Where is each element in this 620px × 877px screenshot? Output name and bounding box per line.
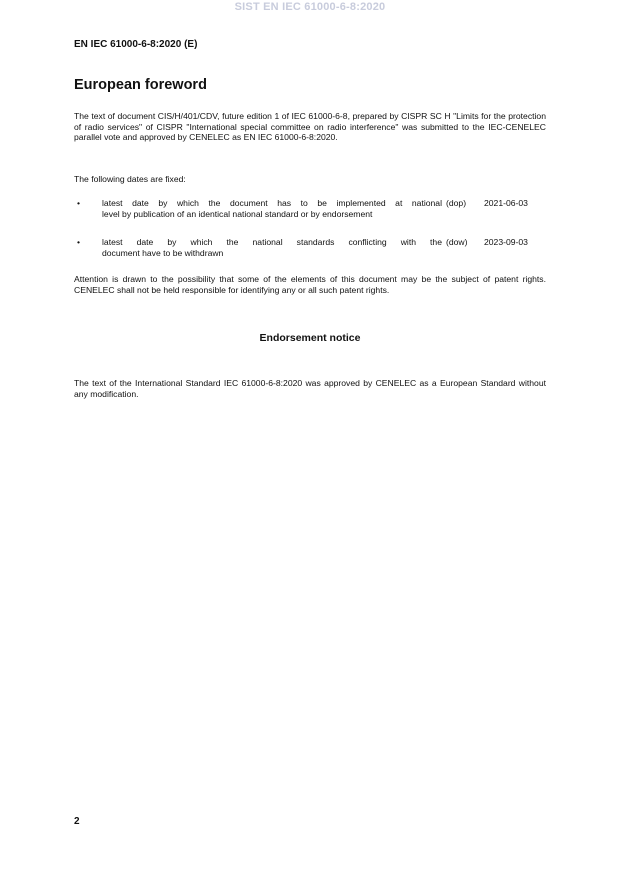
watermark: SIST EN IEC 61000-6-8:2020: [234, 1, 386, 13]
date-code: (dow): [446, 237, 468, 247]
endorsement-title: Endorsement notice: [259, 332, 361, 344]
page-number: 2: [74, 816, 80, 827]
patent-notice: Attention is drawn to the possibility that some of the elements of this document may be the subject of patent rights. CENELEC shall not be held responsible for identifying any or all such patent rights.: [74, 274, 546, 295]
date-description-line-1: latest date by which the national standards conflicting with the: [102, 237, 442, 247]
date-description: [102, 198, 442, 219]
date-code: (dop): [446, 198, 467, 208]
bullet-mark: •: [77, 237, 81, 247]
endorsement-paragraph: The text of the International Standard IEC 61000-6-8:2020 was approved by CENELEC as a European Standard without any modification.: [74, 378, 546, 399]
date-description: [102, 237, 442, 258]
date-description-line-1: latest date by which the document has to be implemented at national: [102, 198, 442, 208]
bullet-mark: •: [77, 198, 81, 208]
document-id: EN IEC 61000-6-8:2020 (E): [74, 39, 198, 50]
date-description-line-2: level by publication of an identical national standard or by endorsement: [102, 208, 373, 219]
foreword-paragraph-1: The text of document CIS/H/401/CDV, future edition 1 of IEC 61000-6-8, prepared by CISPR SC H "Limits for the protection of radio services" of CISPR "International special committee on radio interference" was submitted to the IEC-CENELEC parallel vote and approved by CENELEC as EN IEC 61000-6-8:2020.: [74, 111, 546, 143]
date-value: 2021-06-03: [484, 198, 528, 208]
foreword-title: European foreword: [74, 77, 207, 93]
date-description-line-2: document have to be withdrawn: [102, 247, 224, 258]
date-value: 2023-09-03: [484, 237, 528, 247]
dates-intro: The following dates are fixed:: [74, 174, 186, 184]
